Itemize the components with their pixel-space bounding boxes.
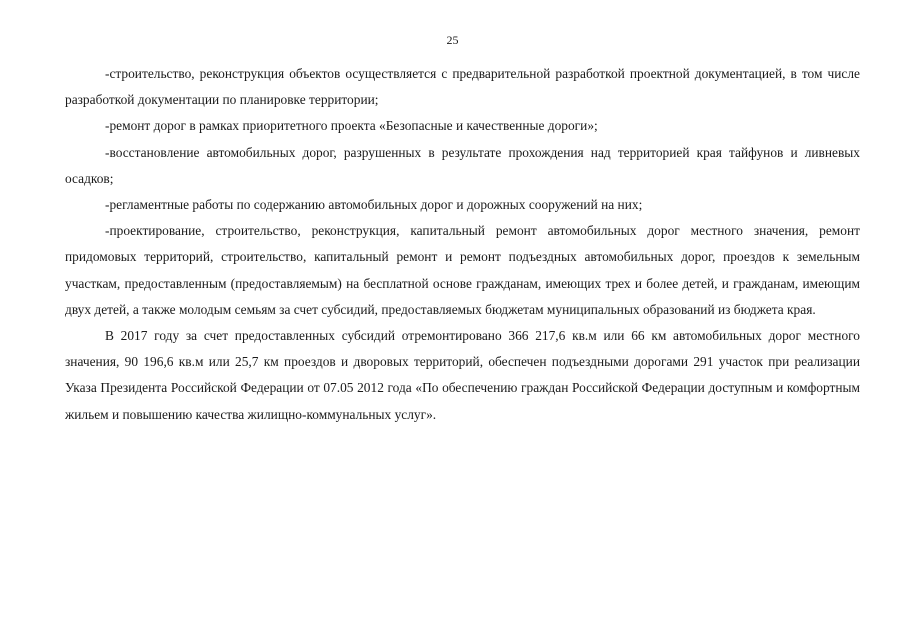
paragraph-2017-results: В 2017 году за счет предоставленных субсидий отремонтировано 366 217,6 кв.м или 66 км автомобильных дорог местного значения, 90 196,6 кв.м или 25,7 км проездов и дворовых территорий, обеспечен подъездными дорогами 291 участок при реализации Указа Президента Российской Федерации от 07.05 2012 года «По обеспечению граждан Российской Федерации доступным и комфортным жильем и повышению качества жилищно-коммунальных услуг». [65,328,860,422]
paragraph-road-repair: -ремонт дорог в рамках приоритетного проекта «Безопасные и качественные дороги»; [105,118,598,134]
page-number: 25 [446,33,459,47]
paragraph-design-subsidies: -проектирование, строительство, реконструкция, капитальный ремонт автомобильных дорог местного значения, ремонт придомовых территорий, строительство, капитальный ремонт и ремонт подъездных автомобильных дорог, проездов к земельным участкам, предоставленным (предоставляемым) на бесплатной основе гражданам, имеющих трех и более детей, и гражданам, имеющим двух детей, а также молодым семьям за счет субсидий, предоставляемых бюджетам муниципальных образований из бюджета края. [65,223,860,317]
paragraph-construction: -строительство, реконструкция объектов осуществляется с предварительной разработкой проектной документацией, в том числе разработкой документации по планировке территории; [65,66,860,108]
paragraph-maintenance: -регламентные работы по содержанию автомобильных дорог и дорожных сооружений на них; [105,197,643,213]
document-body [65,61,860,428]
paragraph-restoration: -восстановление автомобильных дорог, разрушенных в результате прохождения над территорией края тайфунов и ливневых осадков; [65,144,860,186]
